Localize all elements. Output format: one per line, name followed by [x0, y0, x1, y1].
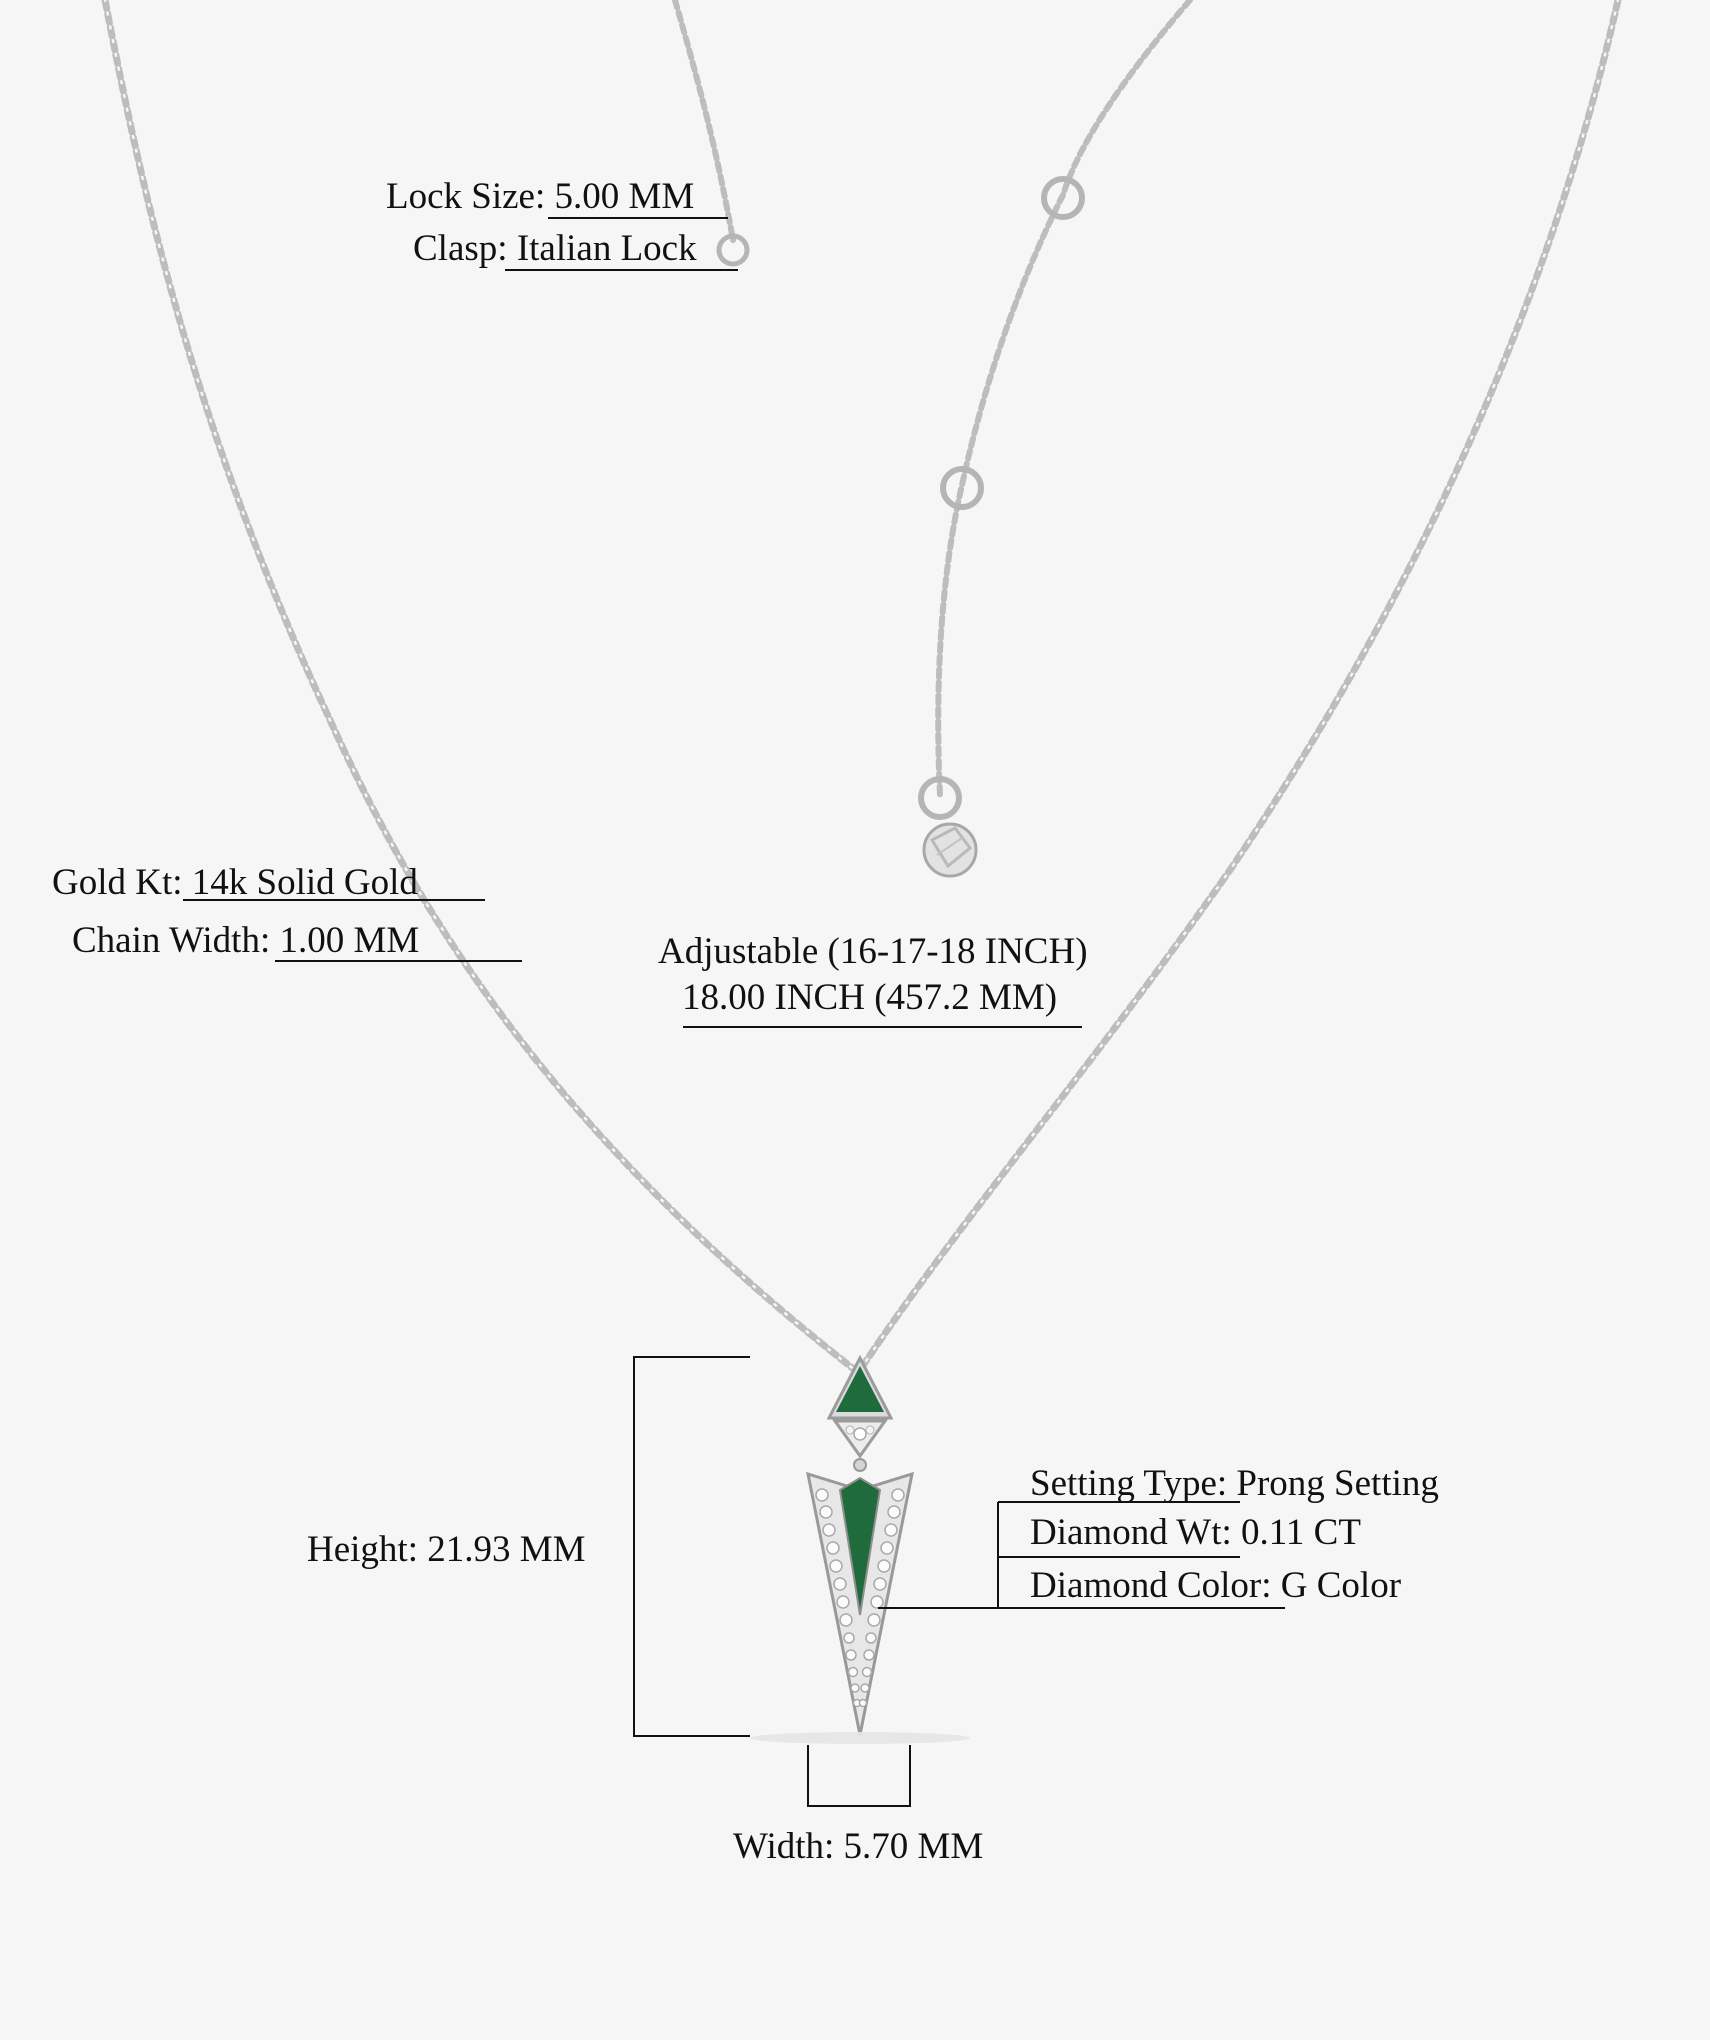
- chain-width-label: Chain Width:: [72, 920, 271, 961]
- chain-width-value: 1.00 MM: [279, 920, 420, 961]
- diamond-wt-spec: [1030, 1514, 1361, 1551]
- lock-size-label: Lock Size:: [386, 176, 546, 217]
- height-spec: Height: 21.93 MM: [307, 1529, 586, 1570]
- lock-size-spec: [386, 178, 694, 215]
- adjustable-spec: Adjustable (16-17-18 INCH): [658, 931, 1088, 972]
- gold-kt-label: Gold Kt:: [52, 862, 183, 903]
- diamond-wt-label: Diamond Wt:: [1030, 1512, 1232, 1553]
- diamond-color-label: Diamond Color:: [1030, 1565, 1272, 1606]
- lock-size-value: 5.00 MM: [554, 176, 695, 217]
- right-chain: [860, 0, 1618, 1370]
- pendant: [750, 1358, 970, 1744]
- gold-kt-value: 14k Solid Gold: [191, 862, 418, 903]
- end-tag-icon: [924, 824, 976, 876]
- clasp-label: Clasp:: [413, 228, 508, 269]
- diamond-color-value: G Color: [1280, 1565, 1402, 1606]
- clasp-spec: [413, 230, 697, 267]
- setting-type-label: Setting Type:: [1030, 1463, 1228, 1504]
- clasp-value: Italian Lock: [516, 228, 697, 269]
- length-spec: 18.00 INCH (457.2 MM): [682, 977, 1058, 1018]
- setting-type-value: Prong Setting: [1236, 1463, 1439, 1504]
- gold-kt-spec: [52, 864, 418, 901]
- width-spec: Width: 5.70 MM: [733, 1826, 984, 1867]
- chain-width-spec: [72, 922, 419, 959]
- diamond-wt-value: 0.11 CT: [1241, 1512, 1361, 1553]
- diamond-color-spec: [1030, 1567, 1401, 1604]
- extender-chain: [938, 0, 1190, 795]
- setting-type-spec: [1030, 1465, 1439, 1502]
